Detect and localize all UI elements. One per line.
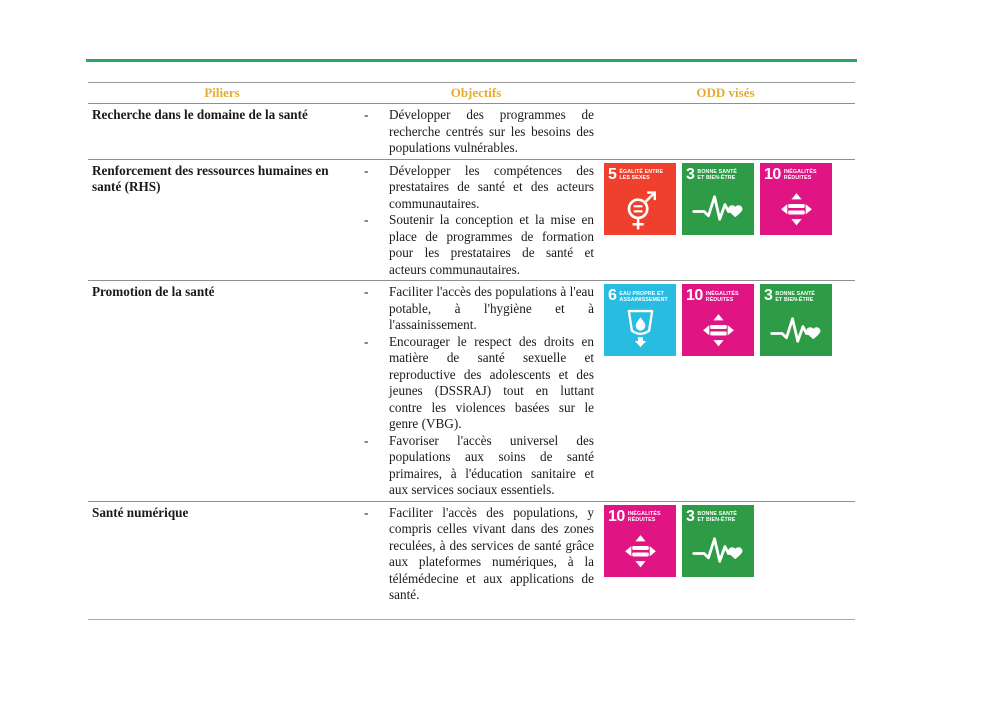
sdg-badge-header [604, 163, 676, 185]
objectif-text: Faciliter l'accès des populations à l'eau potable, à l'hygiène et à l'assainissement. [389, 284, 594, 332]
objectif-item [356, 334, 596, 433]
bullet-dash: - [364, 432, 369, 448]
sdg-label-line2: ET BIEN-ÊTRE [775, 296, 814, 303]
heartbeat-heart-icon [682, 527, 754, 577]
sdg-number: 3 [686, 507, 695, 525]
sdg-badge-3 [760, 284, 832, 356]
odd-badges-cell [596, 160, 855, 281]
objectifs-cell [356, 281, 596, 501]
top-accent-rule [86, 59, 857, 62]
sdg-label-line2: RÉDUITES [705, 296, 734, 303]
sdg-number: 3 [764, 287, 773, 304]
piliers-objectifs-table [88, 82, 855, 620]
odd-badges-cell [596, 281, 855, 501]
sdg-label-line2: RÉDUITES [783, 175, 812, 181]
sdg-number: 3 [686, 165, 695, 183]
sdg-label-line2: ET BIEN-ÊTRE [697, 517, 736, 523]
table-row [88, 104, 855, 160]
sdg-label [619, 288, 668, 303]
sdg-badge-header [682, 163, 754, 185]
bullet-dash: - [364, 333, 369, 349]
bullet-dash: - [364, 107, 369, 122]
pilier-name: Santé numérique [92, 504, 189, 520]
pilier-name: Recherche dans le domaine de la santé [92, 107, 308, 122]
column-header-objectifs: Objectifs [450, 85, 502, 100]
bullet-dash: - [364, 162, 369, 178]
bullet-dash: - [364, 284, 369, 299]
sdg-label [697, 167, 737, 182]
sdg-badge-6 [604, 284, 676, 356]
sdg-label-line2: ET BIEN-ÊTRE [697, 175, 736, 181]
sdg-badge-10 [604, 505, 676, 577]
bullet-dash: - [364, 212, 369, 227]
objectifs-cell [356, 502, 596, 619]
sdg-badge-header [682, 284, 754, 306]
sdg-label [784, 167, 817, 182]
sdg-number: 10 [608, 507, 625, 525]
pilier-cell [88, 502, 356, 619]
sdg-badge-3 [682, 163, 754, 235]
sdg-label [628, 509, 661, 524]
pilier-name: Promotion de la santé [92, 284, 215, 299]
objectif-text: Faciliter l'accès des populations, y compris celles vivant dans des zones reculées, à des services de santé grâce aux plateformes numériques, à la télémédecine et aux applications de santé. [389, 504, 594, 602]
sdg-label [706, 288, 739, 303]
sdg-label [619, 167, 663, 182]
heartbeat-heart-icon [760, 306, 832, 356]
gender-equality-icon [604, 185, 676, 235]
column-header-piliers: Piliers [204, 85, 240, 100]
sdg-label-line1: EAU PROPRE ET [619, 290, 664, 297]
sdg-label-line1: INÉGALITÉS [705, 290, 739, 297]
sdg-number: 10 [764, 165, 781, 183]
objectif-item [356, 163, 596, 213]
objectif-item [356, 505, 596, 604]
table-body [88, 104, 855, 620]
water-glass-icon [604, 306, 676, 356]
sdg-label [775, 288, 815, 303]
sdg-label-line1: INÉGALITÉS [783, 169, 817, 175]
objectif-text: Encourager le respect des droits en matière de santé sexuelle et reproductive des adolescents et des jeunes (DSSRAJ) tout en luttant contre les violences basées sur le genre (VBG). [389, 333, 594, 431]
equality-arrows-icon [604, 527, 676, 577]
pilier-cell [88, 160, 356, 281]
sdg-badge-header [604, 505, 676, 527]
sdg-label-line2: ASSAINISSEMENT [619, 296, 668, 303]
pilier-cell [88, 104, 356, 159]
sdg-label [697, 509, 737, 524]
objectif-text: Soutenir la conception et la mise en place de programmes de formation pour les prestataires de santé et acteurs communautaires. [389, 212, 594, 277]
column-header-odd-vises: ODD visés [696, 85, 755, 100]
sdg-number: 6 [608, 287, 617, 304]
pilier-name: Renforcement des ressources humaines en santé (RHS) [92, 162, 329, 194]
sdg-label-line1: BONNE SANTÉ [697, 511, 738, 517]
table-row [88, 502, 855, 620]
table-row [88, 281, 855, 502]
heartbeat-heart-icon [682, 185, 754, 235]
table-header-row [88, 83, 855, 104]
objectif-item [356, 107, 596, 157]
sdg-badge-10 [760, 163, 832, 235]
sdg-label-line1: BONNE SANTÉ [697, 169, 738, 175]
sdg-badge-5 [604, 163, 676, 235]
table-row [88, 160, 855, 282]
objectifs-cell [356, 160, 596, 281]
sdg-badge-header [760, 163, 832, 185]
sdg-number: 5 [608, 165, 617, 183]
pilier-cell [88, 281, 356, 501]
objectif-item [356, 284, 596, 334]
objectifs-cell [356, 104, 596, 159]
objectif-item [356, 212, 596, 278]
equality-arrows-icon [760, 185, 832, 235]
bullet-dash: - [364, 504, 369, 520]
sdg-label-line2: RÉDUITES [627, 517, 656, 523]
sdg-number: 10 [686, 287, 703, 304]
sdg-badge-10 [682, 284, 754, 356]
sdg-label-line1: ÉGALITÉ ENTRE [619, 169, 664, 175]
sdg-label-line2: LES SEXES [619, 175, 650, 181]
sdg-badge-3 [682, 505, 754, 577]
objectif-text: Développer des programmes de recherche centrés sur les besoins des populations vulnérables. [389, 107, 594, 155]
sdg-badge-header [760, 284, 832, 306]
odd-badges-cell [596, 104, 855, 159]
sdg-label-line1: INÉGALITÉS [627, 511, 661, 517]
equality-arrows-icon [682, 306, 754, 356]
objectif-text: Développer les compétences des prestataires de santé et des acteurs communautaires. [389, 162, 594, 211]
sdg-label-line1: BONNE SANTÉ [775, 290, 816, 297]
objectif-item [356, 433, 596, 499]
sdg-badge-header [682, 505, 754, 527]
odd-badges-cell [596, 502, 855, 619]
objectif-text: Favoriser l'accès universel des populations aux soins de santé primaires, à l'éducation sanitaire et aux services sociaux essentiels. [389, 432, 594, 497]
sdg-badge-header [604, 284, 676, 306]
